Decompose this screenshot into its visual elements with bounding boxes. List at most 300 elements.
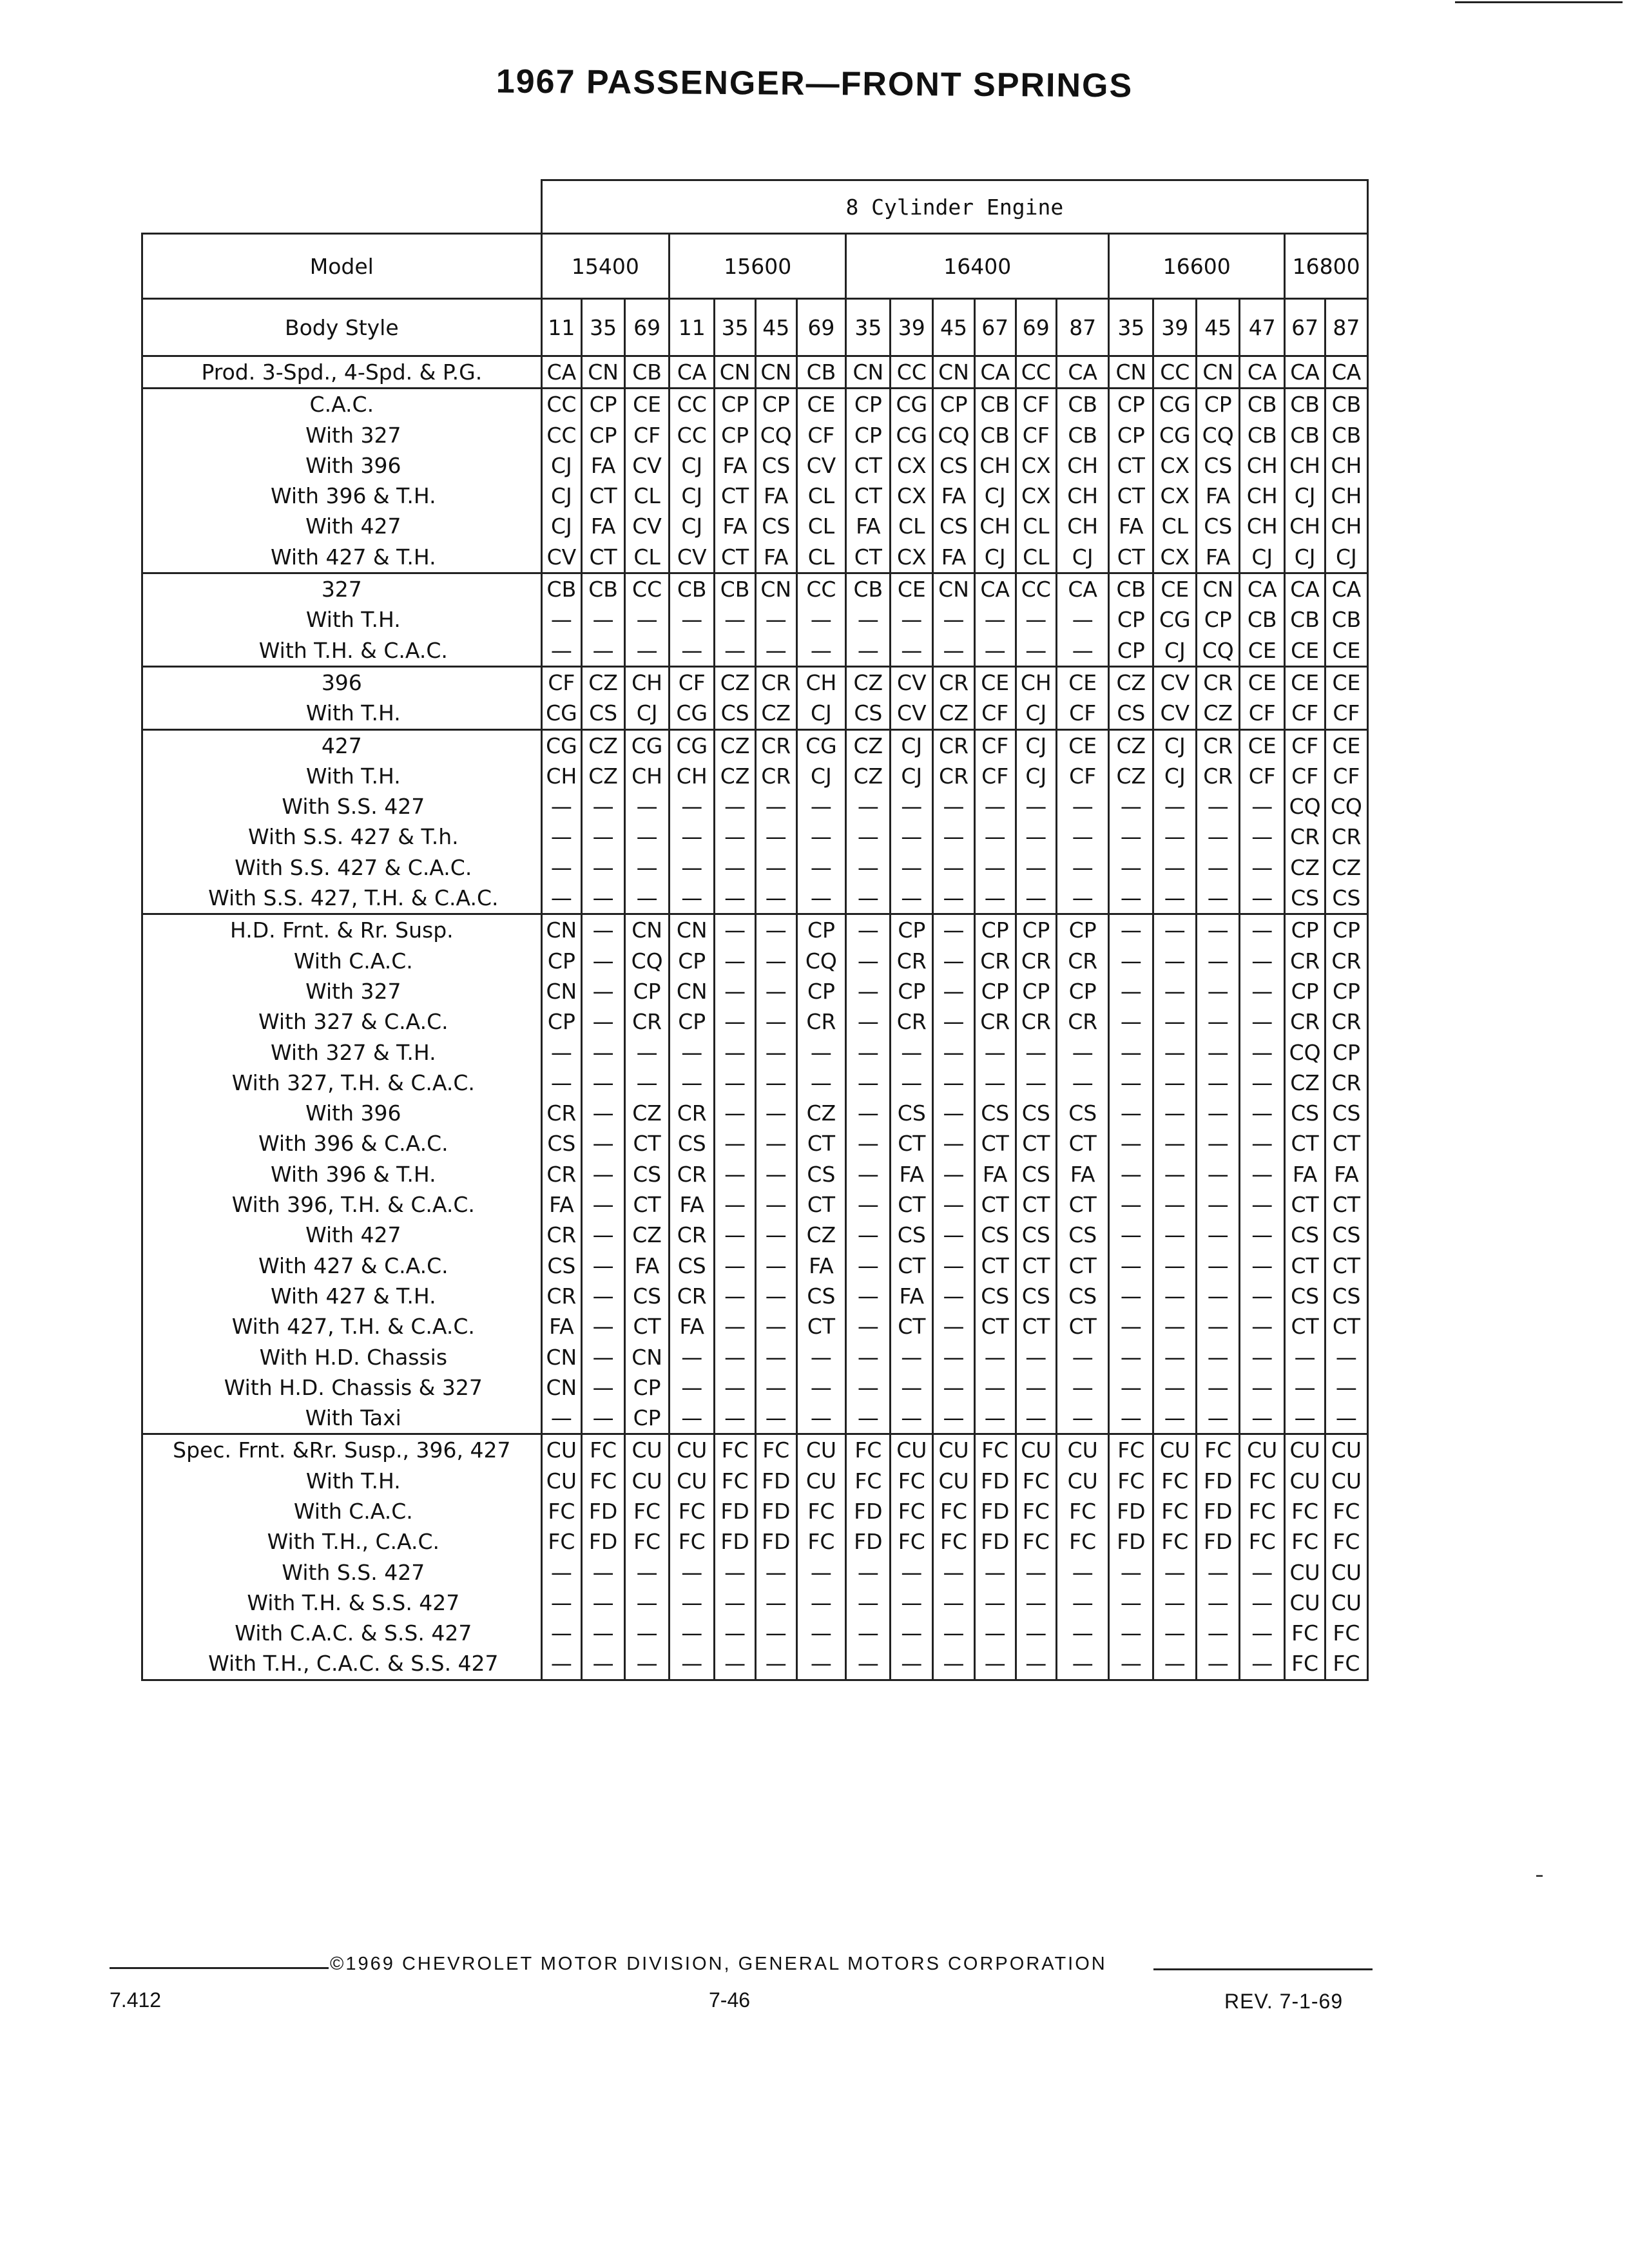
spring-code: —	[636, 794, 658, 820]
spring-code: —	[681, 824, 703, 850]
spring-code: CS	[940, 452, 969, 478]
spring-code: FC	[1117, 1468, 1145, 1494]
spring-code: CU	[938, 1468, 969, 1494]
spring-code-column	[582, 914, 625, 1434]
spring-code: —	[984, 885, 1006, 911]
spring-code: CZ	[588, 733, 618, 758]
spring-code: CQ	[938, 422, 970, 448]
spring-code: FC	[1291, 1620, 1319, 1646]
body-style-15400-11: 11	[541, 299, 582, 356]
spring-code: CT	[1068, 1314, 1097, 1340]
spring-code: —	[681, 1039, 703, 1065]
spring-code: —	[984, 824, 1006, 850]
spring-code: CC	[677, 392, 707, 418]
spring-code: CE	[897, 577, 926, 602]
spring-code: —	[1120, 978, 1142, 1004]
option-label: With 396 & C.A.C.	[258, 1131, 448, 1157]
spring-code: —	[765, 794, 787, 820]
spring-code: —	[984, 1620, 1006, 1646]
spring-code: CN	[588, 360, 619, 385]
spring-code: —	[550, 1405, 572, 1431]
spring-code: —	[1025, 1405, 1047, 1431]
spring-code: CN	[1115, 360, 1147, 385]
spring-code: —	[724, 885, 746, 911]
spring-code: CB	[1290, 422, 1320, 448]
spring-code: CN	[631, 918, 662, 943]
spring-code-column	[974, 729, 1016, 914]
spring-code: CP	[1022, 918, 1050, 943]
spring-code: CE	[807, 392, 836, 418]
spring-code: FD	[980, 1529, 1010, 1555]
spring-code: —	[724, 1222, 746, 1248]
option-label: 396	[321, 669, 362, 695]
spring-code: —	[1120, 1192, 1142, 1218]
spring-code: CG	[631, 733, 663, 758]
spring-code: —	[1164, 1651, 1186, 1677]
spring-code: CU	[1247, 1437, 1278, 1463]
spring-code: CJ	[1336, 544, 1357, 570]
spring-code: CS	[1021, 1222, 1050, 1248]
spring-code: CE	[1161, 577, 1190, 602]
spring-code: FC	[1117, 1437, 1145, 1463]
spring-code: CN	[1202, 360, 1234, 385]
spring-code-column	[1285, 914, 1325, 1434]
spring-code-column	[1016, 356, 1057, 389]
spring-code: —	[765, 1222, 787, 1248]
spring-code: —	[1025, 1039, 1047, 1065]
spring-code: —	[1164, 1374, 1186, 1400]
spring-code: FA	[1119, 514, 1144, 539]
spring-code: —	[1025, 1559, 1047, 1585]
spring-code-column	[582, 356, 625, 389]
spring-code: CP	[940, 392, 968, 418]
spring-code: CT	[898, 1314, 926, 1340]
option-label: With 427 & C.A.C.	[258, 1253, 448, 1278]
spring-code: —	[765, 1314, 787, 1340]
option-labels	[142, 729, 542, 914]
spring-code: —	[724, 1405, 746, 1431]
body-style-16800-87: 87	[1325, 299, 1367, 356]
spring-code: —	[1164, 794, 1186, 820]
spring-code: CZ	[720, 763, 750, 789]
spring-code: —	[1164, 1070, 1186, 1095]
spring-code: CP	[1332, 918, 1360, 943]
spring-code-column	[670, 389, 715, 573]
spring-code: CT	[1332, 1131, 1361, 1157]
spring-code: CR	[939, 763, 969, 789]
spring-code: —	[1207, 1161, 1229, 1187]
spring-code: CN	[853, 360, 884, 385]
spring-code: CR	[1203, 763, 1233, 789]
body-style-16400-45: 45	[933, 299, 975, 356]
spring-code: —	[943, 1314, 965, 1340]
spring-code: FA	[763, 483, 789, 509]
spring-code: —	[984, 854, 1006, 880]
spring-code: CG	[676, 700, 708, 726]
option-labels	[142, 356, 542, 389]
spring-code: —	[943, 1620, 965, 1646]
spring-code: CT	[1117, 544, 1145, 570]
spring-code: —	[943, 1039, 965, 1065]
spring-code-column	[541, 914, 582, 1434]
spring-code: —	[1120, 824, 1142, 850]
spring-code: CP	[547, 948, 575, 974]
spring-code: CP	[762, 392, 790, 418]
spring-code: FD	[1203, 1529, 1233, 1555]
spring-code: CZ	[1116, 669, 1146, 695]
spring-code: —	[724, 1590, 746, 1615]
spring-code: —	[1120, 1009, 1142, 1035]
spring-code: CT	[633, 1314, 661, 1340]
spring-code: CP	[1204, 607, 1232, 633]
spring-code: CR	[939, 669, 969, 695]
spring-code: —	[592, 637, 614, 663]
spring-code-column	[625, 729, 670, 914]
spring-code: —	[550, 1590, 572, 1615]
spring-code: CX	[896, 544, 927, 570]
spring-code-column	[1325, 666, 1367, 729]
spring-code: —	[681, 637, 703, 663]
spring-code: CU	[1289, 1468, 1320, 1494]
blank-corner	[142, 180, 542, 234]
spring-code: CR	[980, 1009, 1010, 1035]
spring-code-column	[933, 729, 975, 914]
spring-code: —	[1072, 1590, 1094, 1615]
spring-code: —	[943, 607, 965, 633]
spring-code: CJ	[1164, 733, 1186, 758]
spring-code-column	[755, 356, 796, 389]
spring-code: —	[1025, 1620, 1047, 1646]
spring-code: FA	[1205, 544, 1231, 570]
spring-code: —	[1207, 1192, 1229, 1218]
spring-code: —	[681, 1405, 703, 1431]
option-label: With S.S. 427	[282, 794, 425, 820]
option-label: C.A.C.	[309, 392, 374, 418]
spring-code: CB	[632, 360, 662, 385]
spring-code: CT	[1022, 1131, 1050, 1157]
spring-code: —	[765, 1192, 787, 1218]
spring-code: —	[1335, 1405, 1357, 1431]
spring-code: CG	[546, 733, 577, 758]
spring-code: —	[1164, 948, 1186, 974]
spring-code: CH	[1067, 483, 1099, 509]
spring-code: —	[550, 1620, 572, 1646]
spring-code: —	[724, 854, 746, 880]
spring-code: CZ	[720, 669, 750, 695]
spring-code: —	[1120, 854, 1142, 880]
spring-code-column	[1285, 1434, 1325, 1680]
spring-code: —	[1207, 1070, 1229, 1095]
spring-code: —	[592, 794, 614, 820]
spring-code: —	[765, 1161, 787, 1187]
spring-code: CF	[807, 422, 835, 448]
spring-code: CJ	[1025, 763, 1047, 789]
spring-code: —	[592, 1314, 614, 1340]
spring-code: —	[724, 1009, 746, 1035]
spring-code-column	[755, 914, 796, 1434]
spring-code: CR	[546, 1222, 577, 1248]
spring-code-column	[541, 389, 582, 573]
spring-code: —	[765, 918, 787, 943]
spring-code: —	[550, 637, 572, 663]
spring-code: CT	[589, 544, 617, 570]
spring-code: —	[1251, 1253, 1273, 1278]
spring-code: —	[724, 1100, 746, 1126]
spring-code: FA	[679, 1314, 704, 1340]
spring-code: —	[681, 1620, 703, 1646]
spring-code: —	[1164, 1222, 1186, 1248]
spring-code: CJ	[551, 452, 572, 478]
spring-code: —	[901, 794, 923, 820]
spring-code: —	[550, 1651, 572, 1677]
spring-code: CP	[633, 1405, 661, 1431]
option-label: With H.D. Chassis	[259, 1344, 448, 1370]
spring-code: CP	[721, 392, 749, 418]
spring-code: —	[765, 978, 787, 1004]
spring-code-column	[755, 573, 796, 667]
spring-code: CR	[1021, 948, 1051, 974]
spring-code: FC	[548, 1498, 575, 1524]
spring-code-column	[1016, 914, 1057, 1434]
model-15400: 15400	[541, 234, 669, 299]
spring-code: CR	[1203, 733, 1233, 758]
spring-code: —	[1164, 854, 1186, 880]
spring-code: —	[857, 1222, 879, 1248]
spring-code: CF	[1022, 392, 1050, 418]
spring-code: CT	[1291, 1131, 1319, 1157]
spring-code-column	[755, 1434, 796, 1680]
spring-code: CR	[980, 948, 1010, 974]
spring-code: CN	[546, 978, 577, 1004]
copyright-notice: ©1969 CHEVROLET MOTOR DIVISION, GENERAL MOTORS CORPORATION	[330, 1954, 1107, 1974]
spring-code: FC	[1069, 1498, 1097, 1524]
spring-code: CB	[720, 577, 750, 602]
spring-code: —	[1120, 1651, 1142, 1677]
spring-code-column	[846, 914, 891, 1434]
spring-code: FD	[762, 1498, 791, 1524]
spring-code-column	[1016, 729, 1057, 914]
spring-code-column	[1325, 389, 1367, 573]
body-style-16600-47: 47	[1240, 299, 1285, 356]
spring-code: —	[1251, 1070, 1273, 1095]
spring-code: CS	[981, 1283, 1010, 1309]
spring-code: —	[765, 1070, 787, 1095]
spring-code: FC	[898, 1498, 925, 1524]
spring-code: CX	[1160, 483, 1190, 509]
spring-code: CR	[806, 1009, 836, 1035]
spring-code: —	[857, 885, 879, 911]
spring-code: CL	[1023, 514, 1050, 539]
spring-code: CU	[896, 1437, 927, 1463]
spring-code: CS	[1332, 1283, 1361, 1309]
spring-code: FC	[1022, 1468, 1050, 1494]
spring-code: CG	[1159, 607, 1191, 633]
spring-code: —	[984, 1070, 1006, 1095]
spring-code-column	[846, 573, 891, 667]
spring-code: —	[1120, 1283, 1142, 1309]
option-label: With 427	[305, 514, 401, 539]
spring-code: —	[681, 794, 703, 820]
spring-code: —	[1025, 824, 1047, 850]
engine-header-row	[142, 180, 1368, 234]
spring-code: CX	[1021, 452, 1051, 478]
spring-code: CU	[546, 1468, 577, 1494]
spring-code: —	[901, 824, 923, 850]
option-label: With 427	[305, 1222, 401, 1248]
spring-code: —	[1251, 1222, 1273, 1248]
spring-code: —	[724, 1314, 746, 1340]
spring-code: FA	[941, 483, 967, 509]
spring-code-column	[541, 1434, 582, 1680]
spring-code-column	[1109, 1434, 1153, 1680]
spring-code: —	[592, 978, 614, 1004]
spring-code-column	[1109, 356, 1153, 389]
spring-code: —	[1251, 1559, 1273, 1585]
spring-code: —	[1120, 1559, 1142, 1585]
spring-code: —	[901, 1039, 923, 1065]
spring-code: —	[765, 1344, 787, 1370]
spring-code: CU	[1331, 1468, 1362, 1494]
option-labels	[142, 666, 542, 729]
spring-code: CT	[854, 452, 882, 478]
spring-code-column	[1285, 573, 1325, 667]
spring-code: CP	[807, 978, 835, 1004]
table-row	[142, 389, 1368, 573]
spring-code: CQ	[1289, 794, 1321, 820]
spring-code: —	[636, 885, 658, 911]
spring-code: CA	[1247, 577, 1277, 602]
spring-code: CZ	[588, 763, 618, 789]
spring-code: —	[857, 1559, 879, 1585]
spring-code: CB	[677, 577, 707, 602]
spring-code-column	[891, 914, 933, 1434]
spring-code: —	[901, 885, 923, 911]
spring-code: CN	[546, 1374, 577, 1400]
spring-code: CS	[1068, 1100, 1097, 1126]
spring-code: —	[1251, 1100, 1273, 1126]
spring-code: CP	[854, 422, 882, 448]
spring-code: CU	[631, 1437, 662, 1463]
spring-code: CJ	[551, 483, 572, 509]
option-label: With S.S. 427 & C.A.C.	[235, 854, 472, 880]
spring-code: —	[724, 824, 746, 850]
spring-code: CF	[1291, 733, 1319, 758]
spring-code: —	[943, 1253, 965, 1278]
spring-code: —	[681, 1559, 703, 1585]
spring-code: FC	[854, 1468, 882, 1494]
spring-code: —	[592, 885, 614, 911]
spring-code: CU	[938, 1437, 969, 1463]
option-label: With 327, T.H. & C.A.C.	[231, 1070, 475, 1095]
spring-code: —	[1120, 1039, 1142, 1065]
spring-code: —	[1251, 1374, 1273, 1400]
spring-code: FC	[1161, 1498, 1189, 1524]
spring-code: —	[1072, 794, 1094, 820]
spring-code: FC	[898, 1468, 925, 1494]
spring-code-column	[1240, 729, 1285, 914]
spring-code: —	[636, 1651, 658, 1677]
spring-code: CS	[589, 700, 618, 726]
spring-code: —	[857, 1314, 879, 1340]
spring-code: CN	[546, 1344, 577, 1370]
spring-code: —	[1025, 1070, 1047, 1095]
spring-code-column	[582, 666, 625, 729]
spring-code: CV	[1160, 669, 1190, 695]
option-label: With 396 & T.H.	[271, 483, 436, 509]
footer-rule-left	[110, 1967, 329, 1969]
spring-code: CP	[633, 1374, 661, 1400]
spring-code: —	[901, 637, 923, 663]
spring-code: CQ	[760, 422, 792, 448]
spring-code-column	[1057, 573, 1109, 667]
spring-code-column	[582, 1434, 625, 1680]
spring-code: —	[943, 1222, 965, 1248]
spring-code: CP	[1117, 637, 1145, 663]
spring-code: CB	[546, 577, 577, 602]
spring-code: —	[943, 948, 965, 974]
spring-code-column	[1197, 914, 1240, 1434]
spring-code: —	[1072, 1620, 1094, 1646]
spring-code: CZ	[632, 1222, 662, 1248]
springs-table	[141, 179, 1369, 1681]
spring-code: —	[765, 1405, 787, 1431]
spring-code: —	[943, 794, 965, 820]
spring-code: CE	[1291, 637, 1320, 663]
spring-code: FD	[854, 1498, 883, 1524]
spring-code: CE	[1248, 669, 1277, 695]
spring-code: —	[810, 1590, 832, 1615]
spring-code: CZ	[632, 1100, 662, 1126]
spring-code: CG	[1159, 422, 1191, 448]
spring-code: FC	[1291, 1529, 1319, 1555]
spring-code: —	[765, 1559, 787, 1585]
spring-code: —	[550, 1559, 572, 1585]
spring-code: CH	[1331, 483, 1362, 509]
spring-code: CS	[1021, 1100, 1050, 1126]
spring-code: —	[943, 637, 965, 663]
spring-code: —	[1025, 637, 1047, 663]
spring-code: —	[943, 1070, 965, 1095]
spring-code: —	[1072, 824, 1094, 850]
spring-code: CQ	[1202, 637, 1234, 663]
spring-code: CR	[1203, 669, 1233, 695]
section-code: 7.412	[110, 1988, 162, 2012]
spring-code-column	[796, 914, 846, 1434]
spring-code-column	[670, 914, 715, 1434]
spring-code: CB	[853, 577, 883, 602]
spring-code: CA	[1331, 360, 1362, 385]
spring-code: CB	[1290, 392, 1320, 418]
spring-code: —	[1164, 1253, 1186, 1278]
spring-code: CP	[1068, 978, 1097, 1004]
spring-code: CS	[1021, 1283, 1050, 1309]
spring-code: —	[943, 854, 965, 880]
spring-code: CV	[806, 452, 836, 478]
spring-code: —	[765, 948, 787, 974]
spring-code: —	[857, 607, 879, 633]
table-row	[142, 729, 1368, 914]
spring-code: CZ	[1203, 700, 1233, 726]
spring-code: —	[1164, 1314, 1186, 1340]
spring-code: —	[592, 1192, 614, 1218]
spring-code: CR	[1290, 824, 1320, 850]
spring-code: FC	[721, 1468, 749, 1494]
spring-code: CF	[1069, 700, 1097, 726]
spring-code: —	[901, 1590, 923, 1615]
spring-code: CL	[1161, 514, 1189, 539]
spring-code: CS	[1068, 1283, 1097, 1309]
spring-code: —	[1251, 1314, 1273, 1340]
